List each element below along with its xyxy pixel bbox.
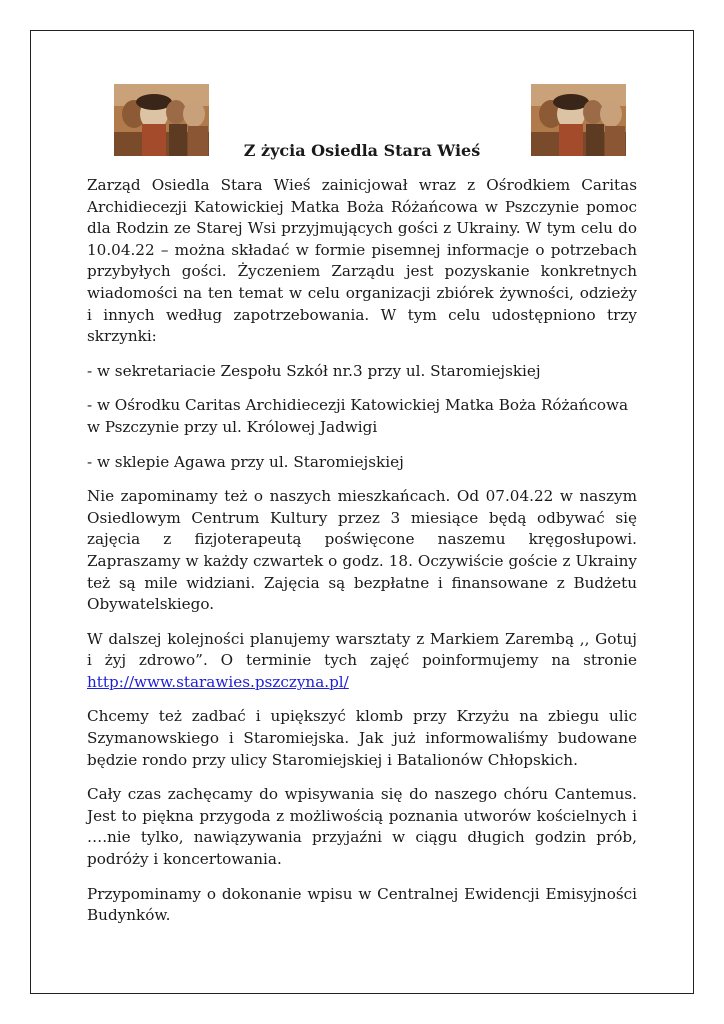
website-link[interactable]: http://www.starawies.pszczyna.pl/	[87, 672, 349, 691]
paragraph-intro: Zarząd Osiedla Stara Wieś zainicjował wraz z Ośrodkiem Caritas Archidiecezji Katowickiej Matka Boża Różańcowa w Pszczynie pomoc dla Rodzin ze Starej Wsi przyjmujących gości z Ukrainy. W tym celu do 10.04.22 – można składać w formie pisemnej informacje o potrzebach przybyłych gości. Życzeniem Zarządu jest pozyskanie konkretnych wiadomości na ten temat w celu organizacji zbiórek żywności, odzieży i innych według zapotrzebowania. W tym celu udostępniono trzy skrzynki:	[87, 176, 637, 346]
document-title: Z życia Osiedla Stara Wieś	[243, 141, 481, 160]
paragraph-choir: Cały czas zachęcamy do wpisywania się do naszego chóru Cantemus. Jest to piękna przygoda z możliwością poznania utworów kościelnych i ….nie tylko, nawiązywania przyjaźni w ciągu długich godzin prób, podróży i koncertowania.	[87, 785, 637, 869]
list-item-box-shop: - w sklepie Agawa przy ul. Staromiejskiej	[87, 452, 404, 471]
paragraph-workshops	[87, 629, 637, 694]
document-body	[87, 175, 637, 940]
paragraph-residents: Nie zapominamy też o naszych mieszkańcach. Od 07.04.22 w naszym Osiedlowym Centrum Kultury przez 3 miesiące będą odbywać się zajęcia z fizjoterapeutą poświęcone naszemu kręgosłupowi. Zapraszamy w każdy czwartek o godz. 18. Oczywiście goście z Ukrainy też są mile widziani. Zajęcia są bezpłatne i finansowane z Budżetu Obywatelskiego.	[87, 487, 637, 614]
list-item-box-school: - w sekretariacie Zespołu Szkół nr.3 przy ul. Staromiejskiej	[87, 361, 541, 380]
paragraph-reminder: Przypominamy o dokonanie wpisu w Centralnej Ewidencji Emisyjności Budynków.	[87, 884, 637, 925]
paragraph-workshops-text: W dalszej kolejności planujemy warsztaty z Markiem Zarembą ,, Gotuj i żyj zdrowo”. O terminie tych zajęć poinformujemy na stronie	[87, 629, 637, 670]
paragraph-flowerbed: Chcemy też zadbać i upiększyć klomb przy Krzyżu na zbiegu ulic Szymanowskiego i Staromiejska. Jak już informowaliśmy budowane będzie rondo przy ulicy Staromiejskiej i Batalionów Chłopskich.	[87, 707, 637, 769]
list-item-box-caritas: - w Ośrodku Caritas Archidiecezji Katowickiej Matka Boża Różańcowa w Pszczynie przy ul. Królowej Jadwigi	[87, 396, 629, 436]
